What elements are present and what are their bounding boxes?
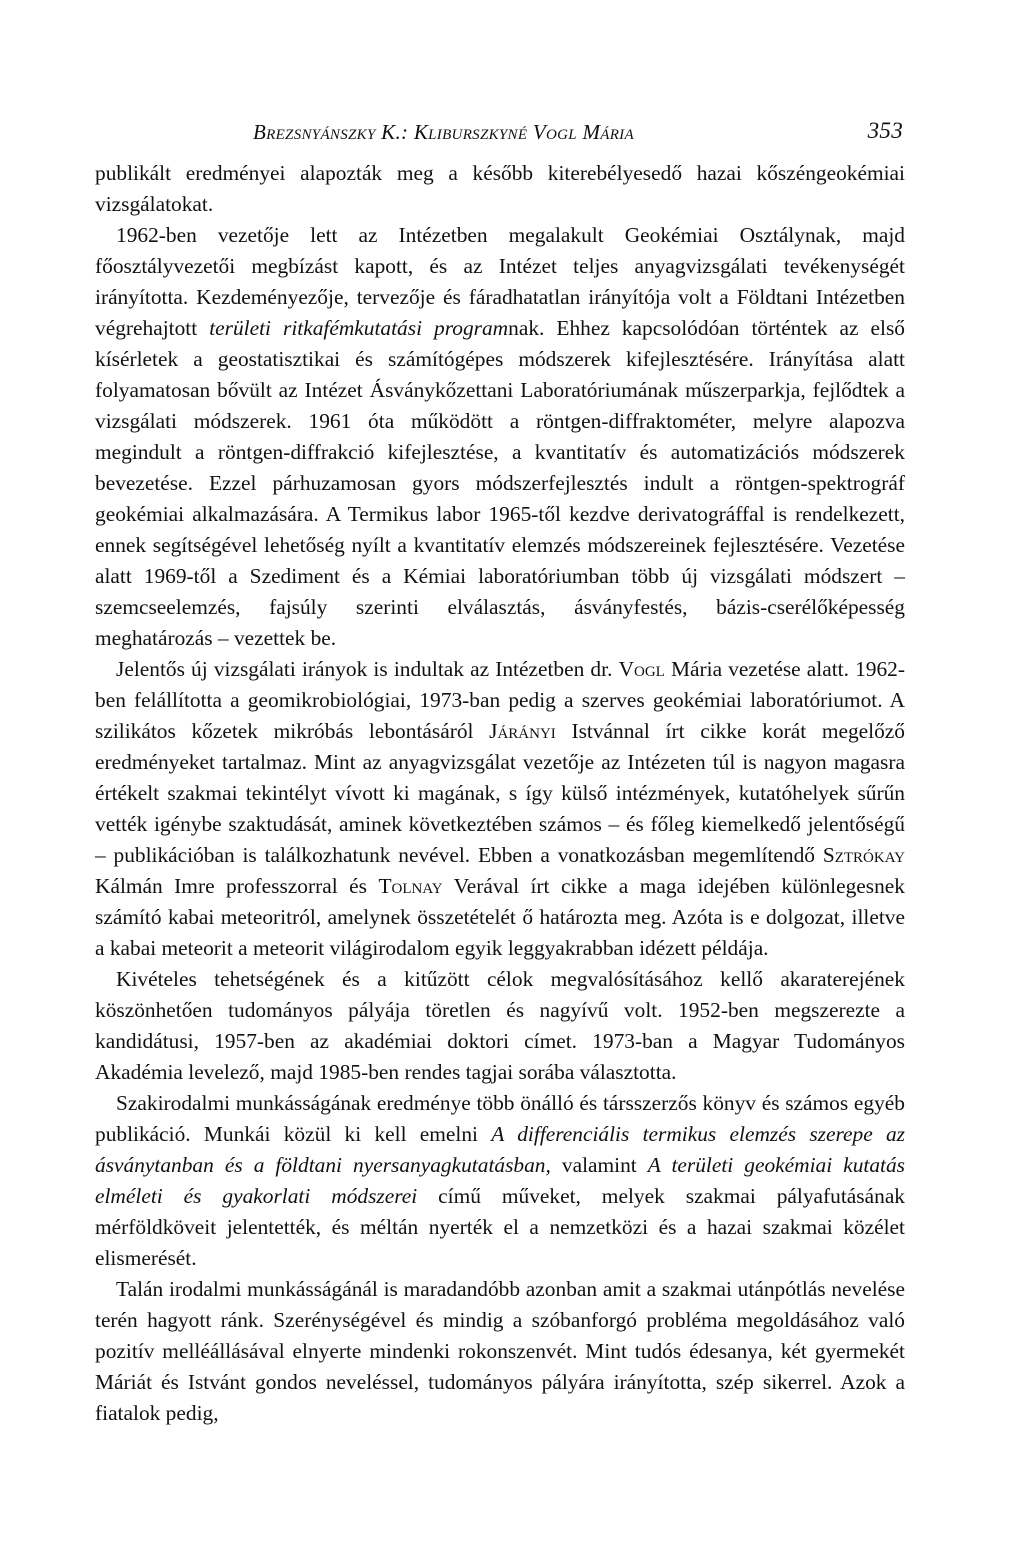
book-title: A területi geokémiai kutatás elméleti és gyakorlati módszerei — [95, 1153, 905, 1208]
text-run: 1962-ben vezetője lett az Intézetben megalakult Geokémiai Osztálynak, majd főosztályvezetői megbízást kapott, és az Intézet teljes anyagvizsgálati tevékenységét irányította. Kezdeményezője, tervezője és fáradhatatlan irányítója volt a Földtani Intézetben végrehajtott — [95, 223, 905, 340]
document-page — [95, 112, 905, 1429]
surname: Járányi — [489, 719, 556, 743]
surname: Vogl — [618, 657, 665, 681]
italic-term: területi ritkafémkutatási program — [209, 316, 509, 340]
text-run: Jelentős új vizsgálati irányok is indultak az Intézetben dr. — [116, 657, 619, 681]
text-run: Verával írt cikke a maga idejében különlegesnek számító kabai meteoritról, amelynek összetételét ő határozta meg. Azóta is e dolgozat, illetve a kabai meteorit a meteorit világirodalom egyik leggyakrabban idézett példája. — [95, 874, 905, 960]
text-run: nak. Ehhez kapcsolódóan történtek az első kísérletek a geostatisztikai és számítógépes módszerek kifejlesztésére. Irányítása alatt folyamatosan bővült az Intézet Ásványkőzettani Laboratóriumának műszerparkja, fejlődtek a vizsgálati módszerek. 1961 óta működött a röntgen-diffraktométer, melyre alapozva megindult a röntgen-diffrakció kifejlesztése, a kvantitatív és automatizációs módszerek bevezetése. Ezzel párhuzamosan gyors módszerfejlesztés indult a röntgen-spektrográf geokémiai alkalmazására. A Termikus labor 1965-től kezdve derivatográffal is rendelkezett, ennek segítségével lehetőség nyílt a kvantitatív elemzés módszereinek fejlesztésére. Vezetése alatt 1969-től a Szediment és a Kémiai laboratóriumban több új vizsgálati módszert – szemcseelemzés, fajsúly szerinti elválasztás, ásványfestés, bázis-cserélőképesség meghatározás – vezettek be. — [95, 316, 905, 650]
paragraph — [95, 654, 905, 964]
paragraph: Kivételes tehetségének és a kitűzött célok megvalósításához kellő akaraterejének köszönhetően tudományos pályája töretlen és nagyívű volt. 1952-ben megszerezte a kandidátusi, 1957-ben az akadémiai doktori címet. 1973-ban a Magyar Tudományos Akadémia levelező, majd 1985-ben rendes tagjai sorába választotta. — [95, 967, 905, 1084]
body-text — [95, 158, 905, 1429]
paragraph — [95, 1088, 905, 1274]
text-run: Mária vezetése alatt. 1962-ben felállította a geomikrobiológiai, 1973-ban pedig a szerves geokémiai laboratóriumot. A szilikátos kőzetek mikróbás lebontásáról — [95, 657, 905, 743]
text-run: Kálmán Imre professzorral és — [95, 874, 379, 898]
running-header — [95, 112, 905, 148]
surname: Tolnay — [378, 874, 443, 898]
paragraph: publikált eredményei alapozták meg a később kiterebélyesedő hazai kőszéngeokémiai vizsgálatokat. — [95, 161, 905, 216]
text-run: valamint — [550, 1153, 648, 1177]
book-title: A differenciális termikus elemzés szerepe az ásványtanban és a földtani nyersanyagkutatásban, — [95, 1122, 905, 1177]
header-authors: Brezsnyánszky K.: Kliburszkyné Vogl Mária — [253, 120, 634, 144]
text-run: című műveket, melyek szakmai pályafutásának mérföldköveit jelentették, és méltán nyerték el a nemzetközi és a hazai szakmai közélet elismerését. — [95, 1184, 906, 1270]
page-number: 353 — [867, 118, 903, 143]
text-run: Istvánnal írt cikke korát megelőző eredményeket tartalmaz. Mint az anyagvizsgálat vezetője az Intézeten túl is nagyon magasra értékelt szakmai tekintélyt vívott ki magának, s így külső intézmények, kutatóhelyek sűrűn vették igénybe szaktudását, aminek következtében számos – és főleg kiemelkedő jelentőségű – publikációban is találkozhatunk nevével. Ebben a vonatkozásban megemlítendő — [95, 719, 905, 867]
text-run: Szakirodalmi munkásságának eredménye több önálló és társszerzős könyv és számos egyéb publikáció. Munkái közül ki kell emelni — [95, 1091, 905, 1146]
paragraph — [95, 220, 905, 654]
surname: Sztrókay — [822, 843, 905, 867]
paragraph: Talán irodalmi munkásságánál is maradandóbb azonban amit a szakmai utánpótlás nevelése terén hagyott ránk. Szerénységével és mindig a szóbanforgó probléma megoldásához való pozitív melléállásával elnyerte mindenki rokonszenvét. Mint tudós édesanya, két gyermekét Máriát és Istvánt gondos neveléssel, tudományos pályára irányította, szép sikerrel. Azok a fiatalok pedig, — [95, 1277, 905, 1425]
